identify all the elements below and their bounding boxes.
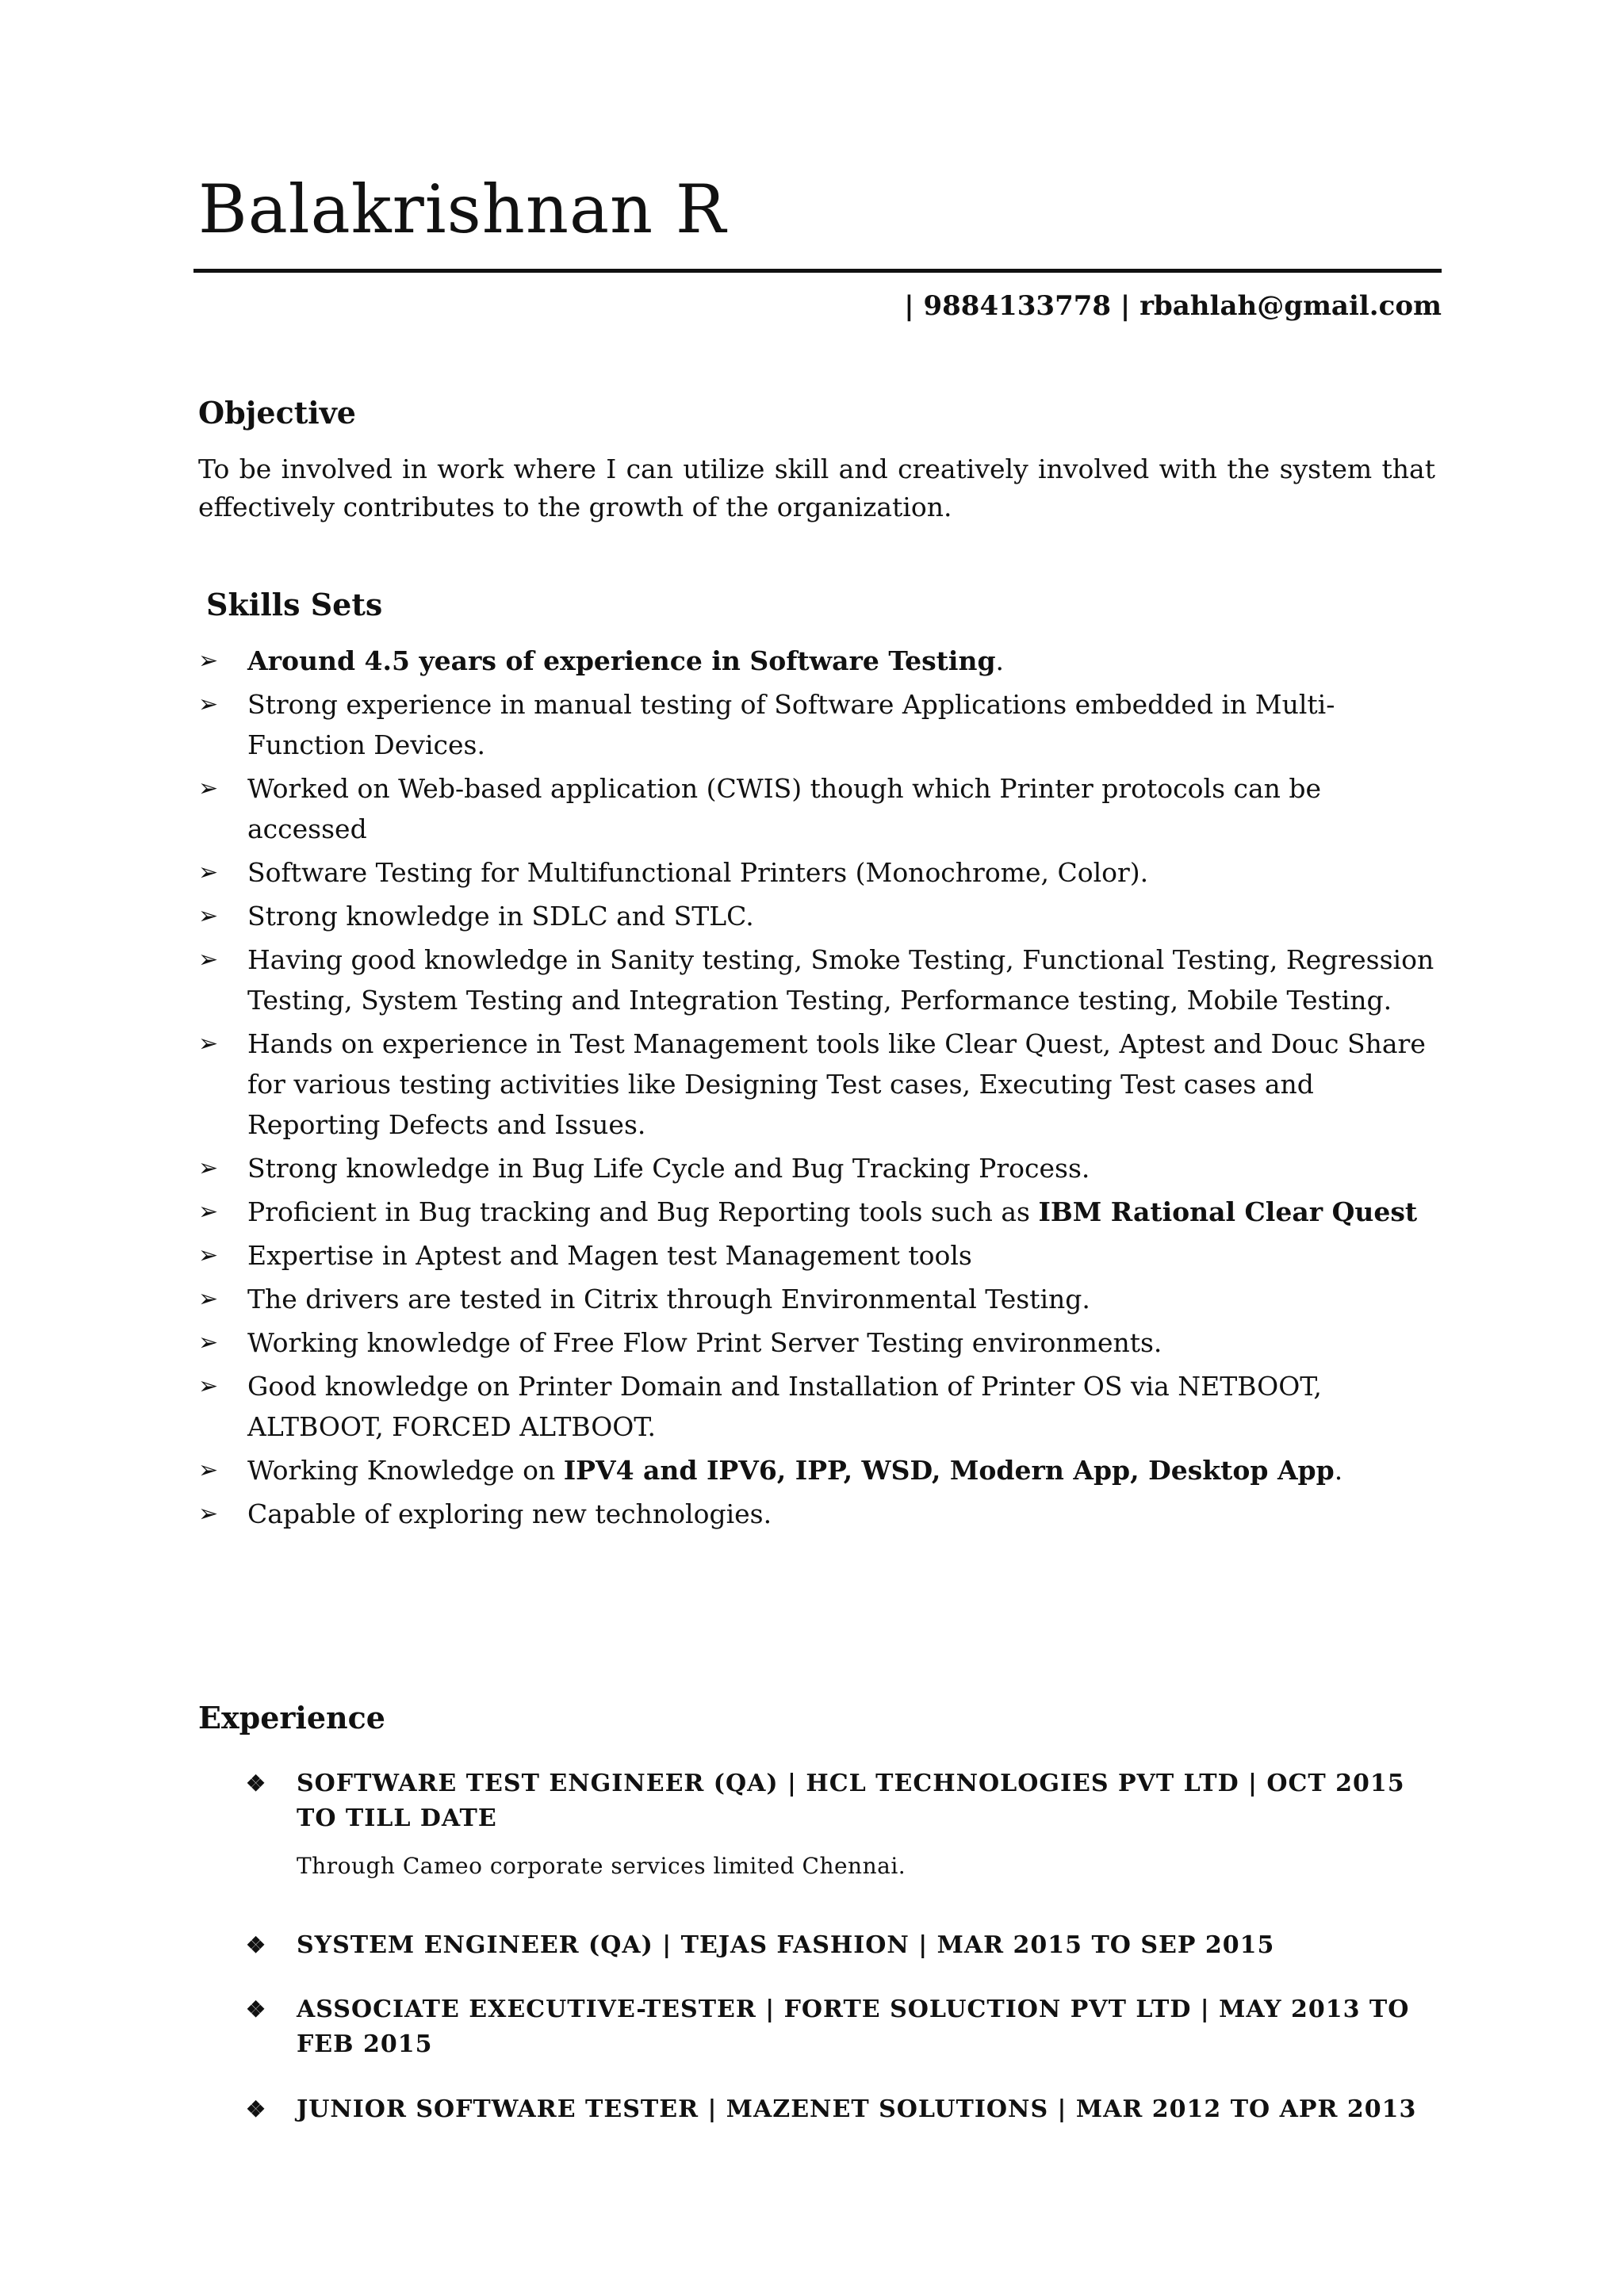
arrow-bullet-icon: ➢ — [198, 1030, 219, 1058]
skills-list — [198, 641, 1443, 1537]
contact-info: | 9884133778 | rbahlah@gmail.com — [904, 290, 1442, 322]
list-item: ➢ Worked on Web-based application (CWIS) though which Printer protocols can be accessed — [198, 768, 1443, 849]
arrow-bullet-icon: ➢ — [198, 859, 219, 886]
arrow-bullet-icon: ➢ — [198, 946, 219, 974]
list-item: ➢ Strong knowledge in Bug Life Cycle and Bug Tracking Process. — [198, 1148, 1443, 1188]
list-item: ➢ Expertise in Aptest and Magen test Management tools — [198, 1235, 1443, 1276]
candidate-name: Balakrishnan R — [198, 170, 727, 248]
experience-list — [246, 1766, 1451, 2127]
list-item: ➢ Working knowledge of Free Flow Print Server Testing environments. — [198, 1322, 1443, 1363]
arrow-bullet-icon: ➢ — [198, 902, 219, 930]
arrow-bullet-icon: ➢ — [198, 1329, 219, 1357]
list-item: ➢ Strong experience in manual testing of Software Applications embedded in Multi-Function Devices. — [198, 684, 1443, 765]
list-item: ➢ Hands on experience in Test Management tools like Clear Quest, Aptest and Douc Share for various testing activities like Designing Test cases, Executing Test cases and Reporting Defects and Issues. — [198, 1024, 1443, 1145]
list-item: ➢ Proficient in Bug tracking and Bug Reporting tools such as IBM Rational Clear Quest — [198, 1192, 1443, 1232]
objective-heading: Objective — [198, 395, 356, 430]
arrow-bullet-icon: ➢ — [198, 1198, 219, 1226]
header-divider — [193, 269, 1442, 273]
arrow-bullet-icon: ➢ — [198, 691, 219, 718]
arrow-bullet-icon: ➢ — [198, 1285, 219, 1313]
list-item: ➢ The drivers are tested in Citrix through Environmental Testing. — [198, 1279, 1443, 1319]
arrow-bullet-icon: ➢ — [198, 647, 219, 675]
diamond-bullet-icon: ❖ — [246, 1996, 267, 2022]
list-item — [246, 1928, 1451, 1963]
list-item: ➢ Strong knowledge in SDLC and STLC. — [198, 896, 1443, 936]
job-title: SYSTEM ENGINEER (QA) | TEJAS FASHION | MAR 2015 TO SEP 2015 — [297, 1931, 1275, 1959]
job-title: SOFTWARE TEST ENGINEER (QA) | HCL TECHNOLOGIES PVT LTD | OCT 2015 TO TILL DATE — [297, 1770, 1405, 1832]
job-note: Through Cameo corporate services limited Chennai. — [297, 1853, 906, 1879]
list-item: ➢ Having good knowledge in Sanity testing, Smoke Testing, Functional Testing, Regression Testing, System Testing and Integration Testing, Performance testing, Mobile Testing. — [198, 939, 1443, 1020]
experience-heading: Experience — [198, 1700, 385, 1735]
list-item — [246, 2092, 1451, 2127]
arrow-bullet-icon: ➢ — [198, 1242, 219, 1269]
arrow-bullet-icon: ➢ — [198, 1154, 219, 1182]
diamond-bullet-icon: ❖ — [246, 2096, 267, 2122]
list-item: ➢ Software Testing for Multifunctional Printers (Monochrome, Color). — [198, 852, 1443, 893]
list-item — [246, 1766, 1451, 1884]
arrow-bullet-icon: ➢ — [198, 1456, 219, 1484]
arrow-bullet-icon: ➢ — [198, 1372, 219, 1400]
arrow-bullet-icon: ➢ — [198, 775, 219, 802]
list-item: ➢ Around 4.5 years of experience in Software Testing. — [198, 641, 1443, 681]
skills-heading: Skills Sets — [206, 587, 383, 622]
arrow-bullet-icon: ➢ — [198, 1500, 219, 1528]
diamond-bullet-icon: ❖ — [246, 1770, 267, 1797]
objective-text: To be involved in work where I can utilize skill and creatively involved with the system that effectively contributes to the growth of the organization. — [198, 453, 1435, 522]
list-item: ➢ Working Knowledge on IPV4 and IPV6, IPP, WSD, Modern App, Desktop App. — [198, 1450, 1443, 1490]
list-item: ➢ Capable of exploring new technologies. — [198, 1494, 1443, 1534]
job-title: ASSOCIATE EXECUTIVE-TESTER | FORTE SOLUCTION PVT LTD | MAY 2013 TO FEB 2015 — [297, 1996, 1410, 2058]
job-title: JUNIOR SOFTWARE TESTER | MAZENET SOLUTIONS | MAR 2012 TO APR 2013 — [297, 2095, 1417, 2123]
diamond-bullet-icon: ❖ — [246, 1932, 267, 1958]
list-item: ➢ Good knowledge on Printer Domain and Installation of Printer OS via NETBOOT, ALTBOOT, FORCED ALTBOOT. — [198, 1366, 1443, 1447]
list-item — [246, 1992, 1451, 2062]
